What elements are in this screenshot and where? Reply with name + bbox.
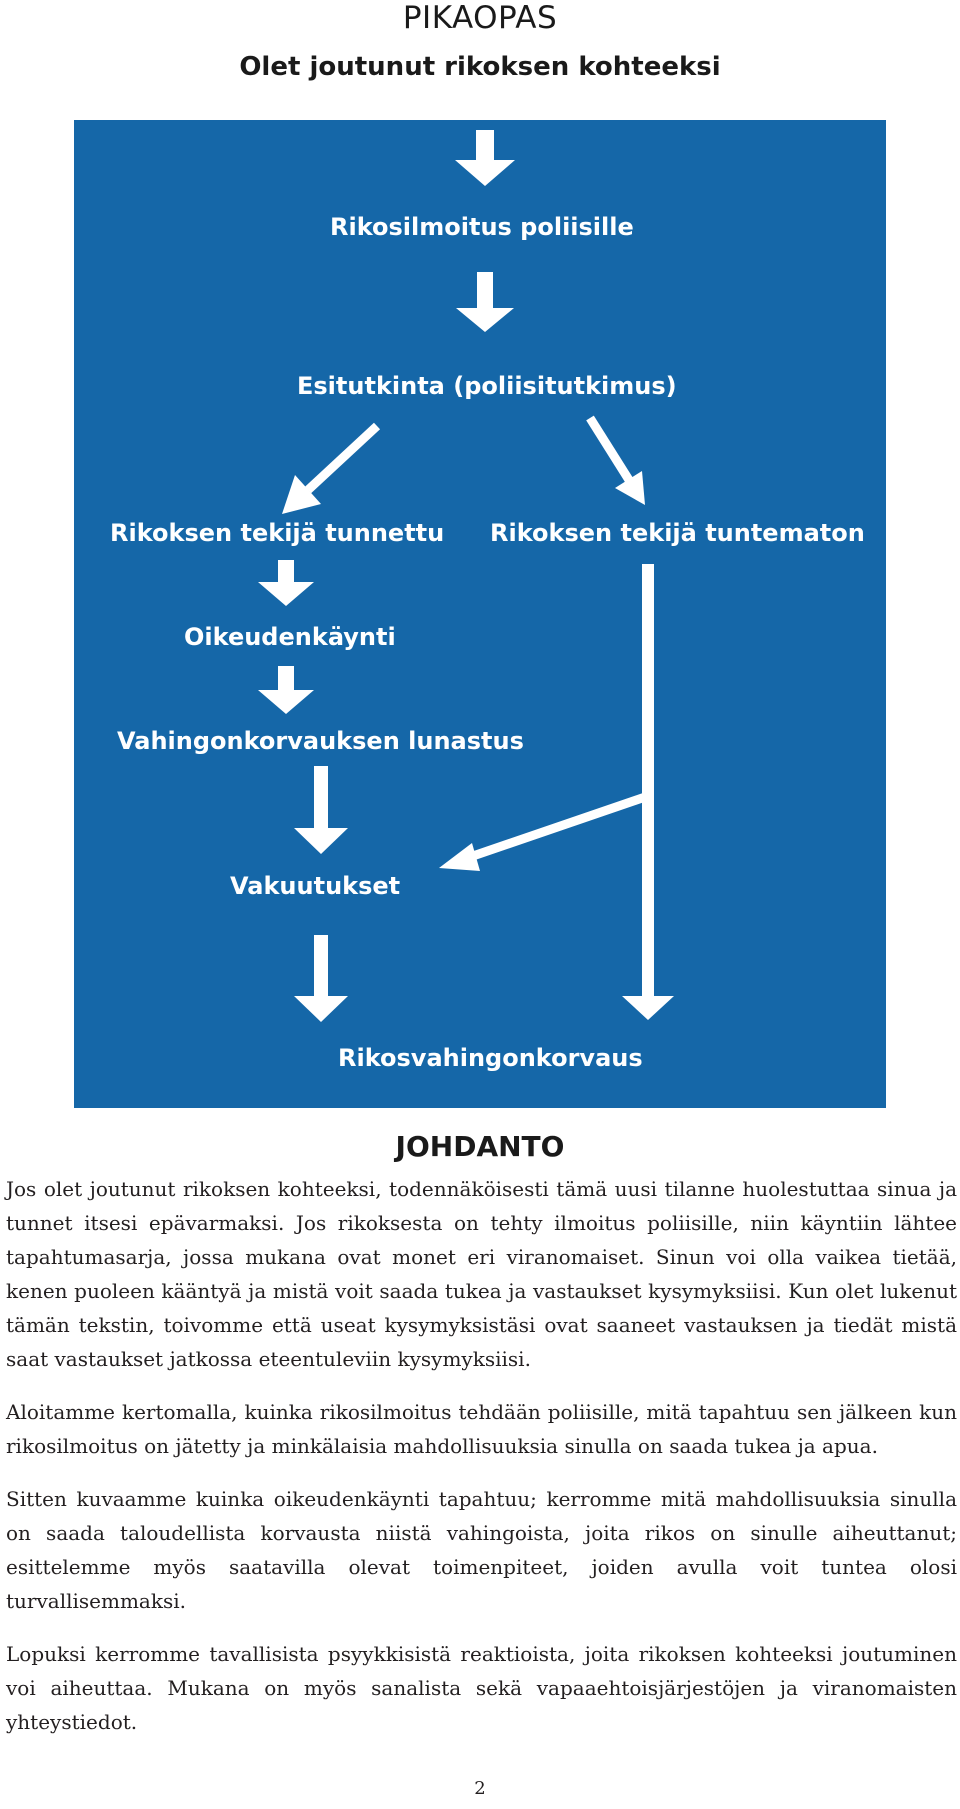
intro-text xyxy=(6,1172,957,1758)
flowchart xyxy=(74,120,886,1108)
arrow-to-report xyxy=(455,130,515,186)
intro-paragraph: Lopuksi kerromme tavallisista psyykkisistä reaktioista, joita rikoksen kohteeksi joutuminen voi aiheuttaa. Mukana on myös sanalista sekä vapaaehtoisjärjestöjen ja viranomaisten yhteystiedot. xyxy=(6,1642,957,1734)
arrow-to-unknown-shaft xyxy=(590,418,629,480)
arrow-to-known-shaft xyxy=(308,426,377,490)
arrow-to-damages xyxy=(258,666,314,714)
arrow-to-compensation xyxy=(294,935,348,1022)
flowchart-arrows xyxy=(74,120,886,1108)
page-number: 2 xyxy=(474,1778,486,1799)
arrow-to-insurance xyxy=(294,766,348,854)
flow-node-compensation: Rikosvahingonkorvaus xyxy=(338,1044,643,1072)
flow-node-damages: Vahingonkorvauksen lunastus xyxy=(117,727,524,755)
flow-node-report: Rikosilmoitus poliisille xyxy=(330,213,634,241)
page-title: PIKAOPAS xyxy=(402,0,558,36)
arrow-unknown-to-compensation xyxy=(622,564,674,1020)
arrow-unknown-to-insurance-shaft xyxy=(470,796,648,857)
page-subtitle: Olet joutunut rikoksen kohteeksi xyxy=(239,52,721,82)
arrow-to-insurance-head xyxy=(439,843,480,871)
intro-paragraph: Sitten kuvaamme kuinka oikeudenkäynti tapahtuu; kerromme mitä mahdollisuuksia sinulla on saada taloudellista korvausta niistä vahingoista, joita rikos on sinulle aiheuttanut; esittelemme myös saatavilla olevat toimenpiteet, joiden avulla voit tuntea olosi turvallisemmaksi. xyxy=(6,1487,957,1613)
flow-node-insurance: Vakuutukset xyxy=(230,872,401,900)
intro-paragraph: Aloitamme kertomalla, kuinka rikosilmoitus tehdään poliisille, mitä tapahtuu sen jälkeen kun rikosilmoitus on jätetty ja minkälaisia mahdollisuuksia sinulla on saada tukea ja apua. xyxy=(6,1400,957,1458)
flow-node-known-offender: Rikoksen tekijä tunnettu xyxy=(110,519,445,547)
arrow-to-investigation xyxy=(456,272,514,332)
section-heading: JOHDANTO xyxy=(395,1130,565,1163)
flow-node-investigation: Esitutkinta (poliisitutkimus) xyxy=(297,372,677,400)
flow-node-unknown-offender: Rikoksen tekijä tuntematon xyxy=(490,519,865,547)
arrow-to-trial xyxy=(258,560,314,606)
flow-node-trial: Oikeudenkäynti xyxy=(184,623,396,651)
intro-paragraph: Jos olet joutunut rikoksen kohteeksi, todennäköisesti tämä uusi tilanne huolestuttaa sinua ja tunnet itsesi epävarmaksi. Jos rikoksesta on tehty ilmoitus poliisille, niin käyntiin lähtee tapahtumasarja, jossa mukana ovat monet eri viranomaiset. Sinun voi olla vaikea tietää, kenen puoleen kääntyä ja mistä voit saada tukea ja vastaukset kysymyksiisi. Kun olet lukenut tämän tekstin, toivomme että useat kysymyksistäsi ovat saaneet vastauksen ja tiedät mistä saat vastaukset jatkossa eteentuleviin kysymyksiisi. xyxy=(6,1177,957,1371)
